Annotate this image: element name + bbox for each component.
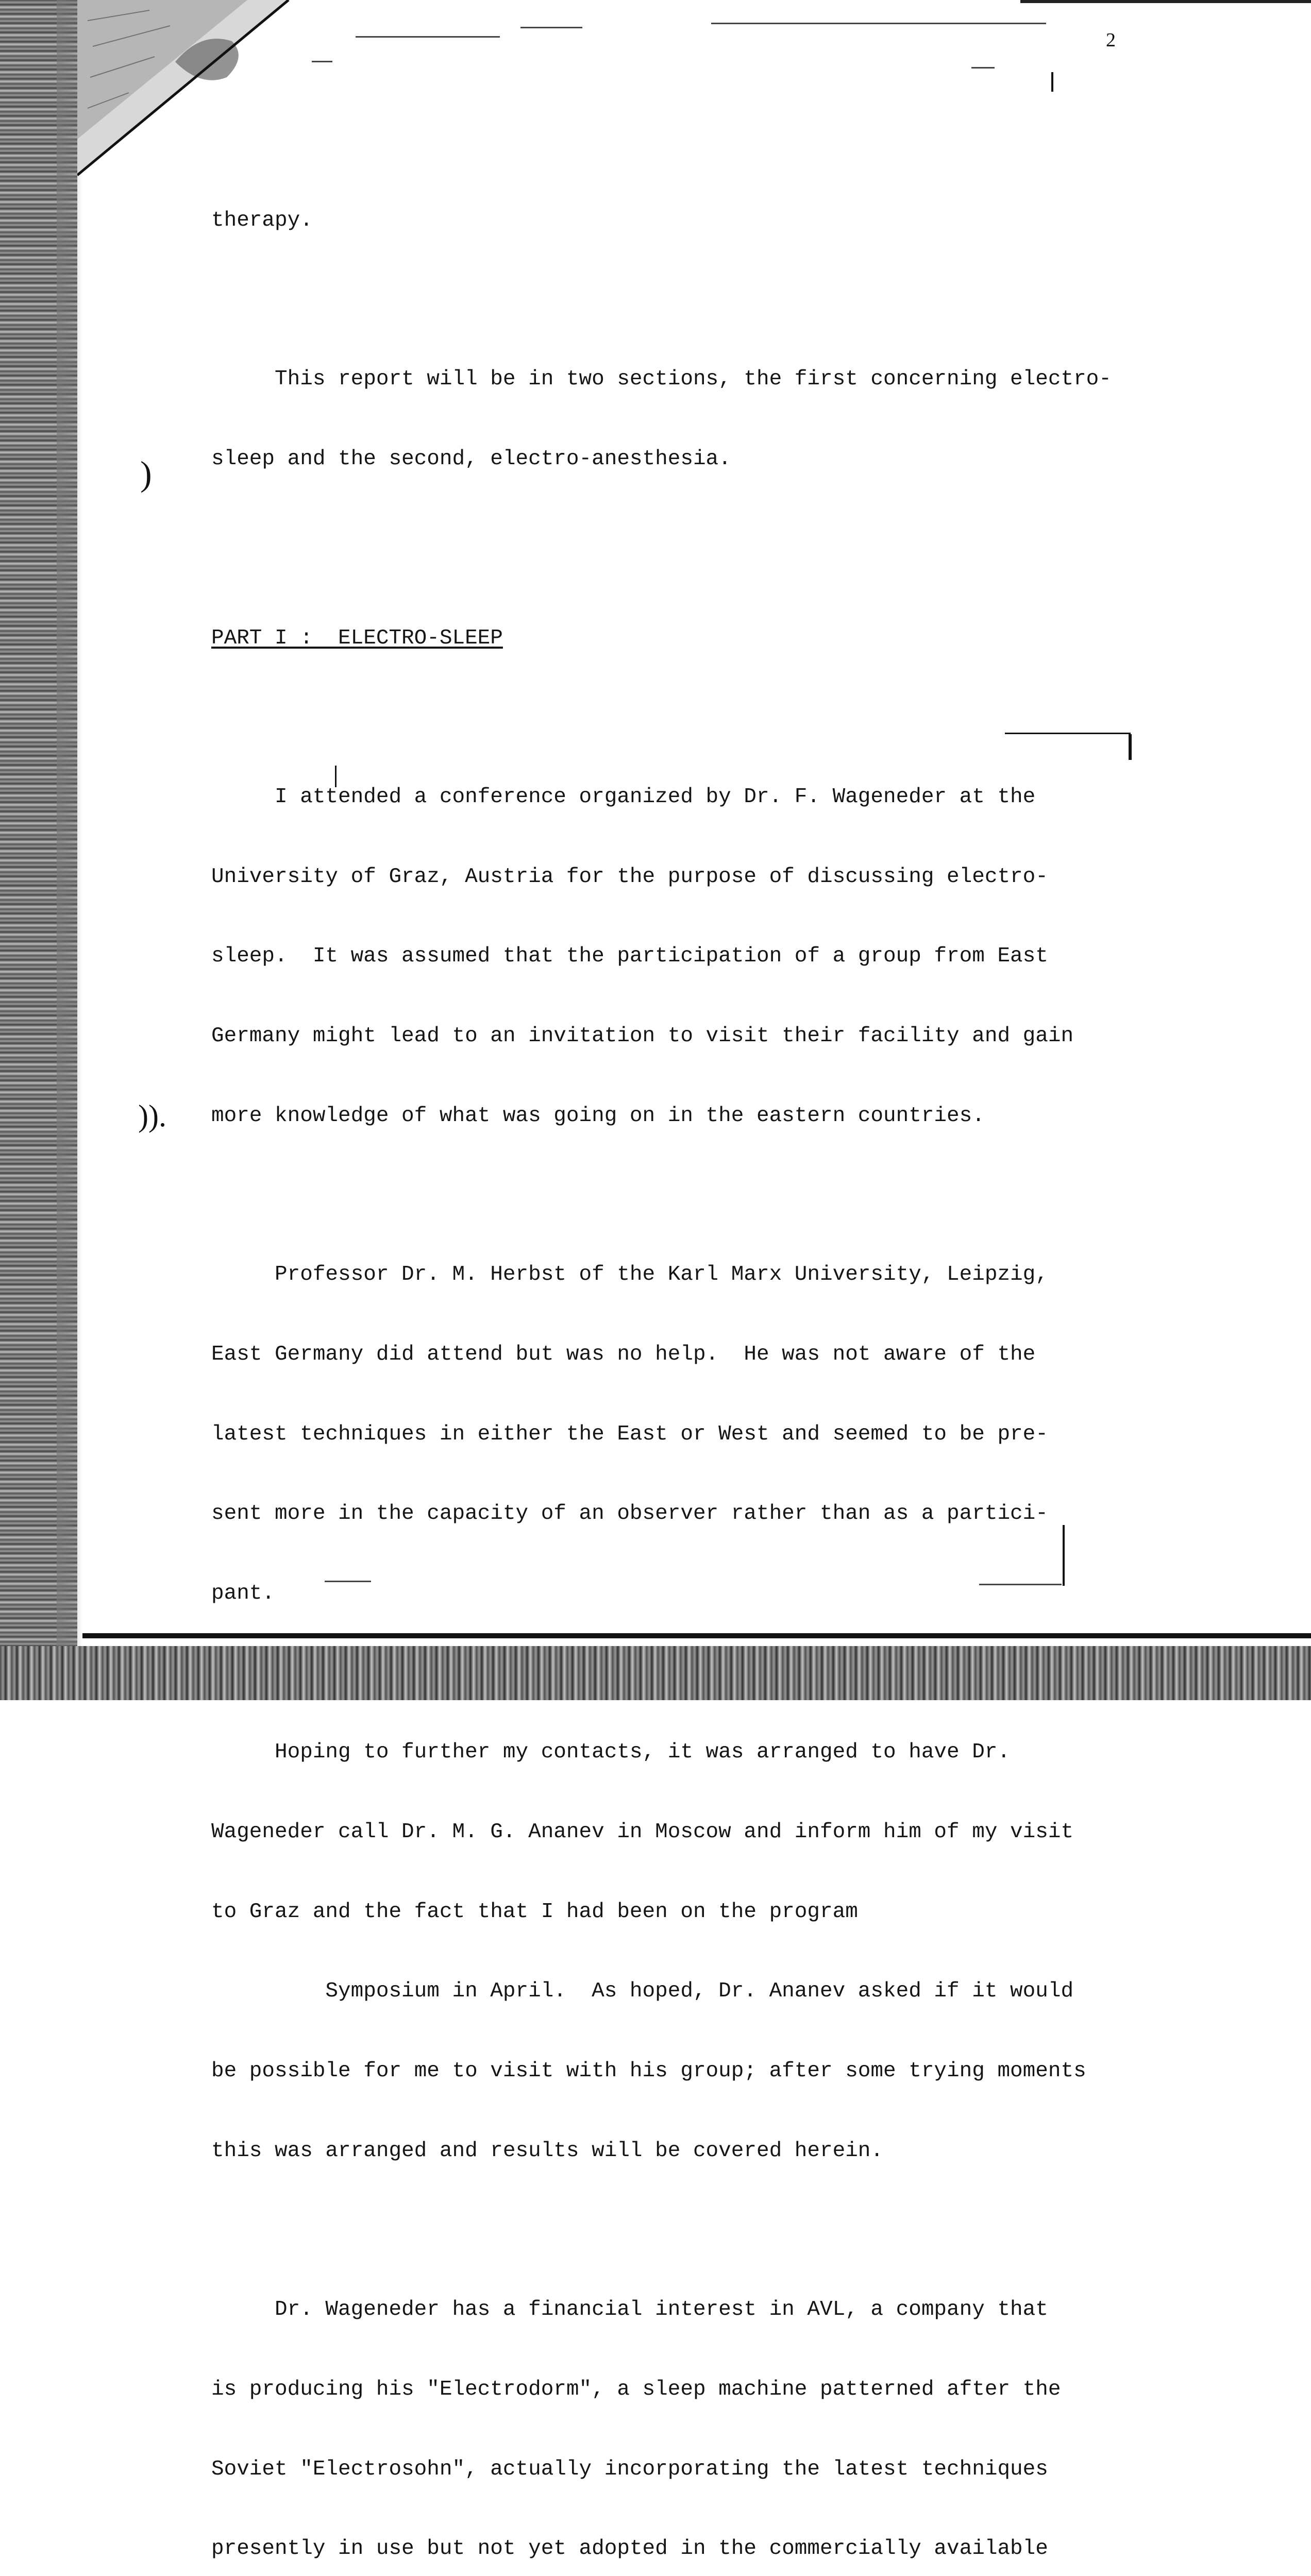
scan-bottom-dash bbox=[979, 1584, 1062, 1585]
scan-bottom-edge bbox=[0, 1646, 1311, 1700]
section-heading: PART I : ELECTRO-SLEEP bbox=[211, 626, 503, 650]
text-line: Germany might lead to an invitation to visit their facility and gain bbox=[211, 1024, 1074, 1048]
text-line: I attended a conference organized by Dr. F. Wageneder at the bbox=[211, 785, 1036, 809]
text-line: sleep and the second, electro-anesthesia. bbox=[211, 447, 731, 471]
scan-top-dash bbox=[312, 61, 332, 62]
text-line: sleep. It was assumed that the participation of a group from East bbox=[211, 944, 1048, 969]
page-number: 2 bbox=[1106, 29, 1116, 51]
text-line: more knowledge of what was going on in the eastern countries. bbox=[211, 1104, 985, 1128]
text-line: Wageneder call Dr. M. G. Ananev in Moscow and inform him of my visit bbox=[211, 1820, 1074, 1844]
scan-top-edge bbox=[1020, 0, 1311, 3]
margin-mark: )). bbox=[138, 1099, 166, 1133]
text-line: University of Graz, Austria for the purpose of discussing electro- bbox=[211, 865, 1048, 889]
scan-bottom-rule bbox=[82, 1633, 1311, 1638]
text-line: sent more in the capacity of an observer rather than as a partici- bbox=[211, 1502, 1048, 1526]
scan-left-edge-fade bbox=[57, 0, 82, 1700]
text-line: Soviet "Electrosohn", actually incorporating the latest techniques bbox=[211, 2457, 1048, 2481]
text-line: this was arranged and results will be covered herein. bbox=[211, 2139, 884, 2163]
text-line: be possible for me to visit with his group; after some trying moments bbox=[211, 2059, 1086, 2083]
text-line: Professor Dr. M. Herbst of the Karl Marx University, Leipzig, bbox=[211, 1262, 1048, 1286]
text-line: Dr. Wageneder has a financial interest in AVL, a company that bbox=[211, 2297, 1048, 2321]
scan-top-tick bbox=[1051, 72, 1053, 92]
text-line: East Germany did attend but was no help. He was not aware of the bbox=[211, 1342, 1036, 1366]
text-line: pant. bbox=[211, 1582, 275, 1606]
text-line: presently in use but not yet adopted in the commercially available bbox=[211, 2537, 1048, 2561]
scan-top-dash bbox=[711, 23, 1046, 24]
text-line: is producing his "Electrodorm", a sleep machine patterned after the bbox=[211, 2377, 1061, 2401]
scan-top-dash bbox=[520, 27, 582, 28]
scan-bottom-tick bbox=[1063, 1525, 1065, 1586]
text-line: Hoping to further my contacts, it was arranged to have Dr. bbox=[211, 1740, 1011, 1765]
text-line: latest techniques in either the East or West and seemed to be pre- bbox=[211, 1422, 1048, 1446]
text-line: to Graz and the fact that I had been on the program bbox=[211, 1900, 858, 1924]
text-line: therapy. bbox=[211, 209, 313, 233]
text-line: This report will be in two sections, the first concerning electro- bbox=[211, 367, 1112, 392]
margin-mark: ) bbox=[140, 454, 152, 493]
document-body bbox=[211, 155, 1165, 2576]
scan-top-dash bbox=[356, 36, 500, 38]
text-line: Symposium in April. As hoped, Dr. Ananev asked if it would bbox=[211, 1979, 1074, 2004]
scan-top-dash bbox=[971, 67, 995, 69]
scan-bottom-dash bbox=[325, 1581, 371, 1582]
